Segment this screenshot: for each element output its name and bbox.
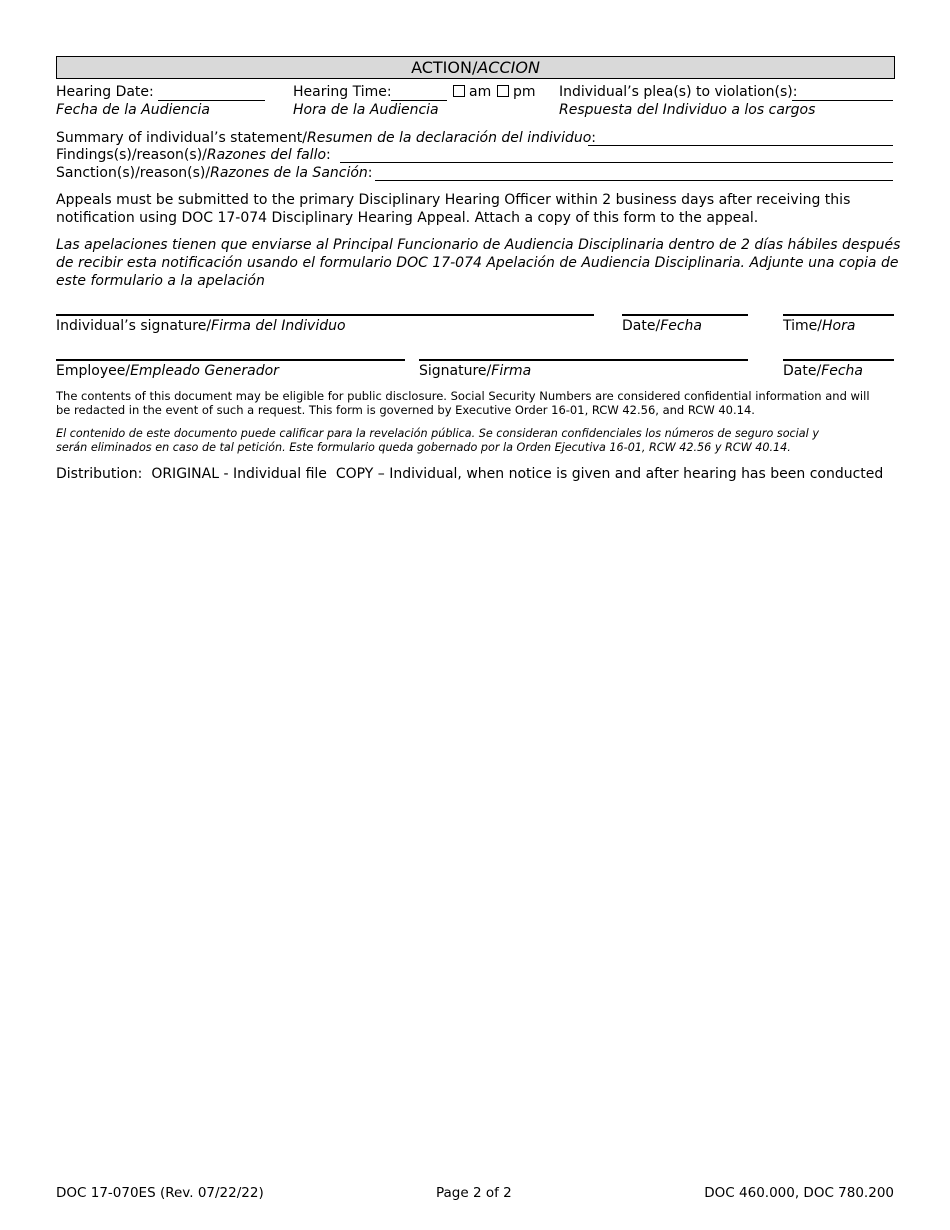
appeals-en-line-1: Appeals must be submitted to the primary Disciplinary Hearing Officer within 2 business days after receiving this	[56, 192, 851, 208]
am-checkbox[interactable]	[453, 85, 465, 97]
findings-field[interactable]	[340, 162, 893, 163]
summary-label: Summary of individual’s statement/Resumen de la declaración del individuo:	[56, 130, 597, 146]
pm-checkbox[interactable]	[497, 85, 509, 97]
hearing-time-label-es: Hora de la Audiencia	[293, 102, 439, 118]
distribution-original-desc: - Individual file	[223, 466, 327, 482]
employee-field[interactable]	[56, 359, 405, 361]
pm-option[interactable]	[497, 83, 536, 101]
footer-policies: DOC 460.000, DOC 780.200	[704, 1185, 894, 1201]
section-header	[56, 56, 895, 79]
individual-signature-field[interactable]	[56, 314, 594, 316]
footer-page-number: Page 2 of 2	[436, 1185, 512, 1201]
disclosure-es-line-1: El contenido de este documento puede calificar para la revelación pública. Se consideran confidenciales los números de seguro social y	[56, 427, 819, 440]
am-label: am	[469, 84, 492, 100]
distribution-copy-desc: – Individual, when notice is given and after hearing has been conducted	[377, 466, 884, 482]
distribution-original: ORIGINAL	[151, 466, 220, 482]
hearing-time-label: Hearing Time:	[293, 84, 392, 100]
individual-signature-label: Individual’s signature/Firma del Individuo	[56, 318, 346, 334]
footer-form-id: DOC 17-070ES (Rev. 07/22/22)	[56, 1185, 264, 1201]
plea-label: Individual’s plea(s) to violation(s):	[559, 84, 798, 100]
signature-date-field[interactable]	[622, 314, 748, 316]
disclosure-es-line-2: serán eliminados en caso de tal petición. Este formulario queda gobernado por la Orden Ejecutiva 16-01, RCW 42.56 y RCW 40.14.	[56, 441, 791, 454]
disclosure-en-line-2: be redacted in the event of such a request. This form is governed by Executive Order 16-01, RCW 42.56, and RCW 40.14.	[56, 403, 755, 417]
appeals-es-line-2: de recibir esta notificación usando el formulario DOC 17-074 Apelación de Audiencia Disciplinaria. Adjunte una copia de	[56, 255, 899, 271]
section-title-es: ACCION	[477, 58, 540, 77]
plea-label-es: Respuesta del Individuo a los cargos	[559, 102, 816, 118]
summary-field[interactable]	[588, 145, 893, 146]
employee-date-label: Date/Fecha	[783, 363, 864, 379]
findings-label: Findings(s)/reason(s)/Razones del fallo:	[56, 147, 331, 163]
distribution-copy: COPY	[335, 466, 374, 482]
disclosure-en-line-1: The contents of this document may be eligible for public disclosure. Social Security Numbers are considered confidential information and will	[56, 389, 870, 403]
appeals-es-line-1: Las apelaciones tienen que enviarse al Principal Funcionario de Audiencia Disciplinaria dentro de 2 días hábiles después	[56, 237, 901, 253]
employee-signature-label: Signature/Firma	[419, 363, 532, 379]
distribution-line	[56, 465, 883, 483]
hearing-date-label-es: Fecha de la Audiencia	[56, 102, 211, 118]
appeals-en-line-2: notification using DOC 17-074 Disciplinary Hearing Appeal. Attach a copy of this form to the appeal.	[56, 210, 759, 226]
signature-time-label: Time/Hora	[783, 318, 856, 334]
sanction-label: Sanction(s)/reason(s)/Razones de la Sanción:	[56, 165, 373, 181]
employee-date-field[interactable]	[783, 359, 894, 361]
appeals-es-line-3: este formulario a la apelación	[56, 273, 265, 289]
signature-time-field[interactable]	[783, 314, 894, 316]
am-option[interactable]	[453, 83, 491, 101]
pm-label: pm	[513, 84, 536, 100]
section-title-en: ACTION/	[411, 58, 478, 77]
employee-label: Employee/Empleado Generador	[56, 363, 279, 379]
employee-signature-field[interactable]	[419, 359, 748, 361]
signature-date-label: Date/Fecha	[622, 318, 703, 334]
sanction-field[interactable]	[375, 180, 893, 181]
distribution-label: Distribution:	[56, 466, 143, 482]
hearing-date-label: Hearing Date:	[56, 84, 154, 100]
